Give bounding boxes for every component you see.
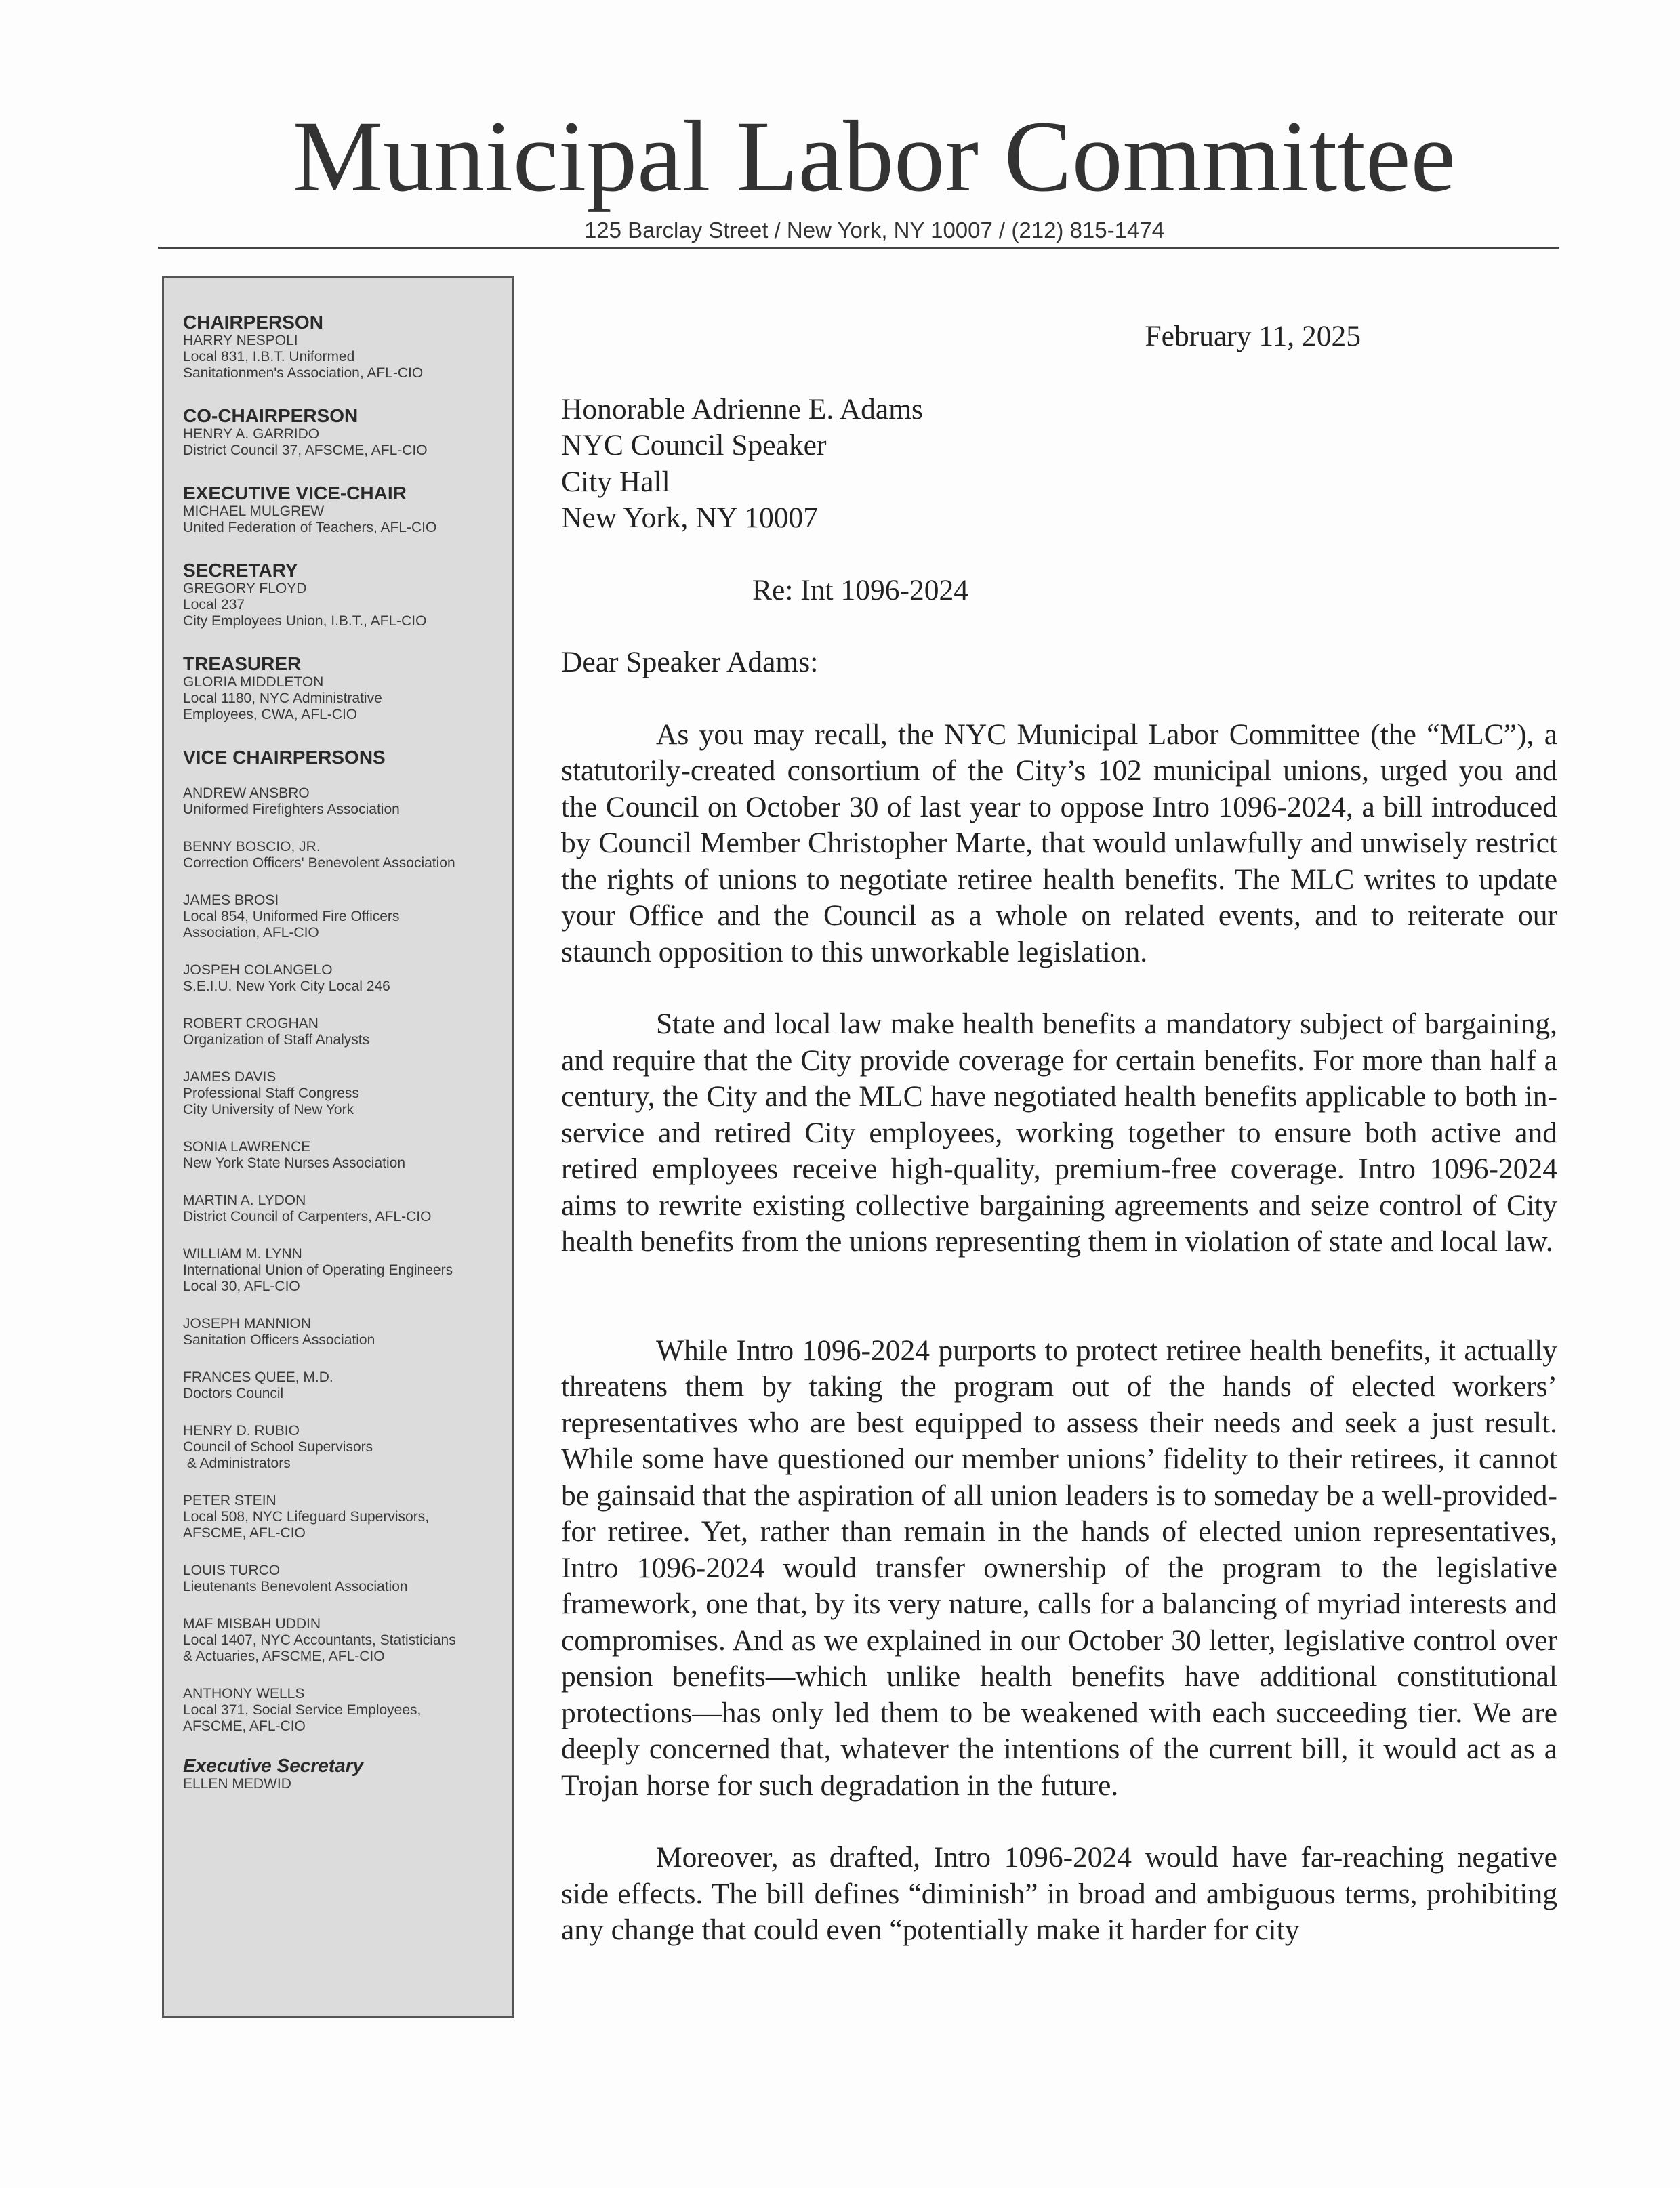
officer-name: ELLEN MEDWID [183, 1776, 291, 1792]
officer-role: CHAIRPERSON [183, 312, 323, 333]
salutation: Dear Speaker Adams: [561, 646, 819, 678]
officer-affiliation: Local 831, I.B.T. Uniformed [183, 349, 355, 365]
vice-chairperson-name: JOSEPH MANNION [183, 1316, 312, 1332]
officer-name: GREGORY FLOYD [183, 581, 307, 596]
executive-secretary [183, 1756, 503, 1792]
vice-chairperson-name: MAF MISBAH UDDIN [183, 1616, 321, 1632]
vice-chairperson-entry [183, 1423, 503, 1472]
letter-date: February 11, 2025 [1145, 320, 1361, 352]
addressee-line: Honorable Adrienne E. Adams [561, 392, 923, 426]
vice-chairperson-entry [183, 962, 503, 995]
vice-chairperson-name: JAMES DAVIS [183, 1069, 276, 1085]
officer-name: HENRY A. GARRIDO [183, 426, 320, 442]
vice-chairpersons-heading: VICE CHAIRPERSONS [183, 747, 386, 768]
vice-chairperson-affiliation: Local 371, Social Service Employees, [183, 1702, 422, 1718]
vice-chairperson-entry [183, 1493, 503, 1542]
paragraph: While Intro 1096-2024 purports to protect retiree health benefits, it actually threatens them by taking the program out of the hands of elected workers’ representatives who are best equipped to assess their needs and seek a just result. While some have questioned our member unions’ fidelity to their retirees, it cannot be gainsaid that the aspiration of all union leaders is to someday be a well-provided-for retiree. Yet, rather than remain in the hands of elected union representatives, Intro 1096-2024 would transfer ownership of the program to the legislative framework, one that, by its very nature, calls for a balancing of myriad interests and compromises. And as we explained in our October 30 letter, legislative control over pension benefits—which unlike health benefits have additional constitutional protections—has only led them to be weakened with each succeeding tier. We are deeply concerned that, whatever the intentions of the current bill, it would act as a Trojan horse for such degradation in the future. [561, 1334, 1557, 1802]
vice-chairperson-affiliation: Council of School Supervisors [183, 1439, 373, 1455]
vice-chairperson-affiliation: City University of New York [183, 1102, 354, 1117]
vice-chairperson-entry [183, 1139, 503, 1172]
vice-chairperson-entry [183, 1316, 503, 1348]
vice-chairperson-name: BENNY BOSCIO, JR. [183, 839, 321, 854]
vice-chairperson-affiliation: Lieutenants Benevolent Association [183, 1579, 408, 1594]
officer-entry [183, 312, 503, 381]
officer-name: GLORIA MIDDLETON [183, 674, 324, 690]
letterhead-divider [158, 247, 1559, 249]
vice-chairperson-affiliation: Local 508, NYC Lifeguard Supervisors, [183, 1509, 430, 1525]
officer-name: HARRY NESPOLI [183, 333, 298, 348]
officer-role: TREASURER [183, 653, 302, 674]
vice-chairperson-entry [183, 1069, 503, 1118]
officers-list [183, 312, 503, 723]
subject-line: Re: Int 1096-2024 [752, 573, 968, 606]
officer-entry [183, 483, 503, 536]
vice-chairperson-affiliation: Local 1407, NYC Accountants, Statisticians [183, 1632, 456, 1648]
vice-chairperson-affiliation: S.E.I.U. New York City Local 246 [183, 978, 390, 994]
vice-chairperson-affiliation: New York State Nurses Association [183, 1155, 406, 1171]
vice-chairperson-name: SONIA LAWRENCE [183, 1139, 311, 1155]
addressee-line: New York, NY 10007 [561, 501, 819, 534]
officer-entry [183, 654, 503, 723]
vice-chairperson-affiliation: AFSCME, AFL-CIO [183, 1718, 306, 1734]
vice-chairperson-entry [183, 839, 503, 871]
vice-chairperson-name: WILLIAM M. LYNN [183, 1246, 302, 1262]
vice-chairperson-affiliation: Organization of Staff Analysts [183, 1032, 370, 1048]
officer-entry [183, 406, 503, 459]
officer-affiliation: Sanitationmen's Association, AFL-CIO [183, 365, 424, 381]
vice-chairperson-name: ANDREW ANSBRO [183, 785, 310, 801]
addressee-line: NYC Council Speaker [561, 429, 827, 461]
vice-chairperson-entry [183, 1016, 503, 1048]
vice-chairperson-entry [183, 892, 503, 941]
vice-chairperson-name: JOSPEH COLANGELO [183, 962, 333, 978]
vice-chairperson-affiliation: Local 854, Uniformed Fire Officers [183, 909, 400, 924]
vice-chairperson-affiliation: Local 30, AFL-CIO [183, 1279, 300, 1294]
officer-role: CO-CHAIRPERSON [183, 405, 358, 426]
vice-chairperson-affiliation: District Council of Carpenters, AFL-CIO [183, 1209, 432, 1224]
vice-chairperson-affiliation: & Administrators [183, 1456, 291, 1471]
officer-role: Executive Secretary [183, 1755, 364, 1776]
officer-affiliation: United Federation of Teachers, AFL-CIO [183, 520, 437, 535]
vice-chairperson-affiliation: AFSCME, AFL-CIO [183, 1525, 306, 1541]
addressee-line: City Hall [561, 465, 670, 498]
paragraph: As you may recall, the NYC Municipal Labor Committee (the “MLC”), a statutorily-created consortium of the City’s 102 municipal unions, urged you and the Council on October 30 of last year to oppose Intro 1096-2024, a bill introduced by Council Member Christopher Marte, that would unlawfully and unwisely restrict the rights of unions to negotiate retiree health benefits. The MLC writes to update your Office and the Council as a whole on related events, and to reiterate our staunch opposition to this unworkable legislation. [561, 718, 1557, 968]
officer-affiliation: Local 1180, NYC Administrative [183, 690, 382, 706]
vice-chairperson-affiliation: International Union of Operating Engineers [183, 1262, 453, 1278]
vice-chairpersons-list [183, 785, 503, 1735]
vice-chairperson-affiliation: & Actuaries, AFSCME, AFL-CIO [183, 1649, 385, 1664]
officer-affiliation: Employees, CWA, AFL-CIO [183, 707, 358, 722]
paragraph: State and local law make health benefits a mandatory subject of bargaining, and require that the City provide coverage for certain benefits. For more than half a century, the City and the MLC have negotiated health benefits applicable to both in-service and retired City employees, working together to ensure both active and retired employees receive high-quality, premium-free coverage. Intro 1096-2024 aims to rewrite existing collective bargaining agreements and seize control of City health benefits from the unions representing them in violation of state and local law. [561, 1008, 1557, 1258]
vice-chairperson-entry [183, 1563, 503, 1595]
letterhead-title: Municipal Labor Committee [292, 100, 1456, 213]
addressee-block [561, 392, 1557, 537]
paragraph: Moreover, as drafted, Intro 1096-2024 would have far-reaching negative side effects. The bill defines “diminish” in broad and ambiguous terms, prohibiting any change that could even “potentially make it harder for city [561, 1841, 1557, 1946]
vice-chairperson-entry [183, 1246, 503, 1295]
vice-chairperson-affiliation: Uniformed Firefighters Association [183, 802, 400, 817]
vice-chairperson-name: LOUIS TURCO [183, 1563, 281, 1578]
officers-sidebar [162, 276, 514, 2018]
vice-chairperson-name: PETER STEIN [183, 1493, 276, 1508]
vice-chairperson-name: MARTIN A. LYDON [183, 1193, 306, 1208]
vice-chairperson-entry [183, 1686, 503, 1735]
vice-chairperson-name: ROBERT CROGHAN [183, 1016, 319, 1031]
vice-chairperson-affiliation: Correction Officers' Benevolent Association [183, 855, 455, 871]
vice-chairperson-affiliation: Professional Staff Congress [183, 1086, 359, 1101]
officer-affiliation: Local 237 [183, 597, 245, 613]
officer-affiliation: District Council 37, AFSCME, AFL-CIO [183, 442, 428, 458]
officer-role: EXECUTIVE VICE-CHAIR [183, 482, 407, 503]
officer-role: SECRETARY [183, 560, 298, 581]
letter-body [561, 318, 1557, 1949]
vice-chairperson-affiliation: Doctors Council [183, 1386, 284, 1401]
vice-chairperson-entry [183, 785, 503, 818]
officer-affiliation: City Employees Union, I.B.T., AFL-CIO [183, 613, 427, 629]
vice-chairperson-affiliation: Association, AFL-CIO [183, 925, 319, 941]
vice-chairperson-name: JAMES BROSI [183, 892, 279, 908]
letterhead-address: 125 Barclay Street / New York, NY 10007 / (212) 815-1474 [583, 218, 1165, 243]
officer-name: MICHAEL MULGREW [183, 503, 325, 519]
vice-chairperson-name: HENRY D. RUBIO [183, 1423, 300, 1439]
vice-chairperson-entry [183, 1616, 503, 1665]
officer-entry [183, 560, 503, 629]
vice-chairperson-entry [183, 1193, 503, 1225]
vice-chairperson-name: FRANCES QUEE, M.D. [183, 1369, 333, 1385]
vice-chairperson-name: ANTHONY WELLS [183, 1686, 305, 1701]
vice-chairperson-affiliation: Sanitation Officers Association [183, 1332, 375, 1348]
vice-chairperson-entry [183, 1369, 503, 1402]
